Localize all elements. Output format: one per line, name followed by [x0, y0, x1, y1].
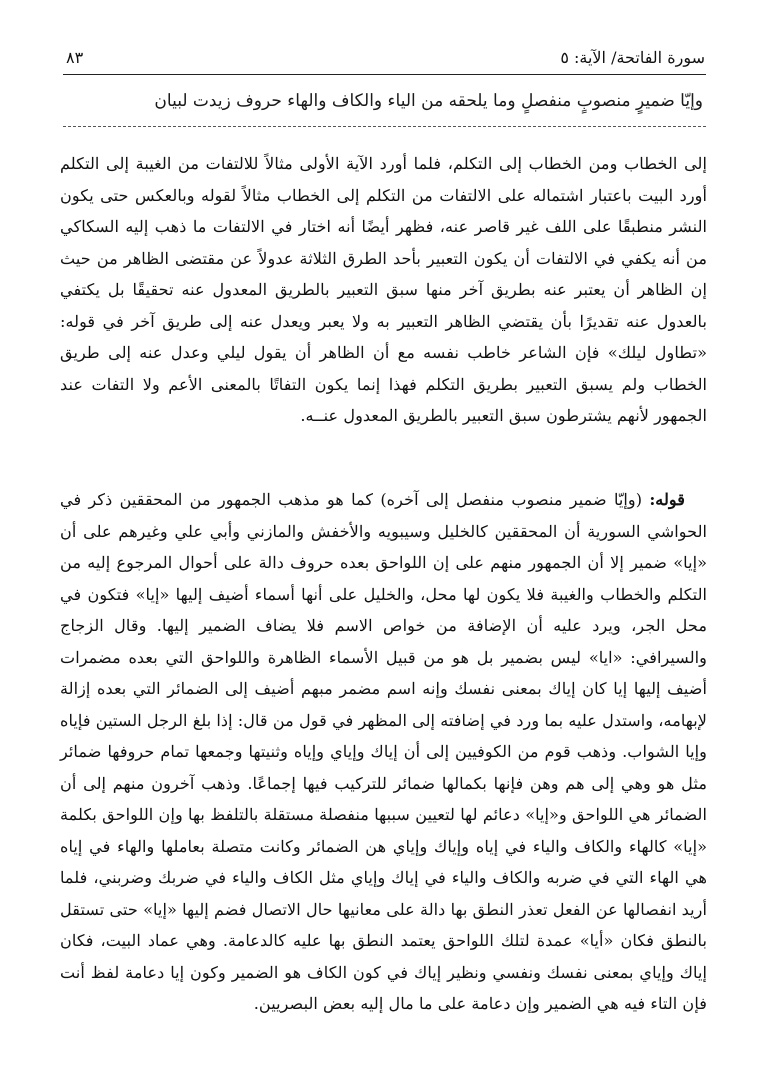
paragraph-2	[60, 484, 707, 1020]
paragraph-2-text: (وإيّا ضمير منصوب منفصل إلى آخره) كما هو مذهب الجمهور من المحققين ذكر في الحواشي السورية أن المحققين كالخليل وسيبويه والأخفش والمازني وأبي علي وغيرهم على أن «إيا» ضمير إلا أن الجمهور منهم على إن اللواحق بعده حروف دالة على أحوال المرجوع إليه من التكلم والخطاب والغيبة فلا يكون لها محل، والخليل على أنها أسماء أضيف إليها «إيا» فتكون في محل الجر، ويرد عليه أن الإضافة من خواص الاسم فلا يضاف الضمير إليها. وقال الزجاج والسيرافي: «ايا» ليس بضمير بل هو من قبيل الأسماء الظاهرة واللواحق التي بعده مضمرات أضيف إليها إيا كان إياك بمعنى نفسك وإنه اسم مضمر مبهم أضيف إلى الضمائر التي بعده إزالة لإبهامه، واستدل عليه بما ورد في إضافته إلى المظهر في قول من قال: إذا بلغ الرجل الستين فإياه وإيا الشواب. وذهب قوم من الكوفيين إلى أن إياك وإياي وإياه وثنيتها وجمعها تمام حروفها ضمائر مثل هو وهي إلى هم وهن فإنها بكمالها ضمائر للتركيب فيها إجماعًا. وذهب آخرون منهم إلى أن الضمائر هي اللواحق و«إيا» دعائم لها لتعيين سببها منفصلة مستقلة بالتلفظ بها وإن اللواحق بكلمة «إيا» كالهاء والكاف والياء في إياه وإياك وإياي هن الضمائر وكانت متصلة بعاملها والهاء في إياه هي الهاء التي في ضربه والكاف والياء في إياك وإياي مثل الكاف والياء في ضربك وضربني، فلما أريد انفصالها عن الفعل تعذر النطق بها دالة على معانيها حال الاتصال فضم إليها «إيا» حتى تستقل بالنطق فكان «أيا» عمدة لتلك اللواحق يعتمد النطق بها عليه كالدعامة. وهي عماد البيت، فكان إياك وإياي بمعنى نفسك ونفسي ونظير إياك في كون الكاف هو الضمير وكون إيا دعامة لفظ أنت فإن التاء فيه هي الضمير وإن دعامة على ما مال إليه بعض البصريين.	[60, 490, 707, 1013]
paragraph-1: إلى الخطاب ومن الخطاب إلى التكلم، فلما أورد الآية الأولى مثالاً للالتفات من الغيبة إلى التكلم أورد البيت باعتبار اشتماله على الالتفات من التكلم إلى الخطاب مثالاً لقوله وبالعكس حتى يكون النشر منطبقًا على اللف غير قاصر عنه، فظهر أيضًا أنه اختار في الالتفات ما ذهب إليه السكاكي من أنه يكفي في الالتفات أن يكون التعبير بأحد الطرق الثلاثة عدولاً عن مقتضى الظاهر من حيث إن الظاهر أن يعتبر عنه بطريق آخر منها سبق التعبير بالطريق المعدول عنه تحقيقًا بل يكتفي بالعدول عنه تقديرًا بأن يقتضي الظاهر التعبير به ولا يعبر ويعدل عنه إلى طريق آخر في قوله: «تطاول ليلك» فإن الشاعر خاطب نفسه مع أن الظاهر أن يقول ليلي وعدل عنه إلى طريق الخطاب ولم يسبق التعبير بطريق التكلم فهذا إنما يكون التفاتًا بالمعنى الأعم ولا التفات عند الجمهور لأنهم يشترطون سبق التعبير بالطريق المعدول عنــه.	[60, 154, 707, 425]
header-divider	[63, 74, 706, 75]
running-title: سورة الفاتحة/ الآية: ٥	[560, 48, 705, 67]
paragraph-lead-word: قوله:	[649, 490, 685, 509]
base-text-divider	[63, 126, 706, 127]
commentary-base-text: وإيّا ضميرٍ منصوبٍ منفصلٍ وما يلحقه من الياء والكاف والهاء حروف زيدت لبيان	[154, 91, 703, 111]
page-number: ٨٣	[66, 48, 84, 67]
page-header	[66, 46, 705, 76]
